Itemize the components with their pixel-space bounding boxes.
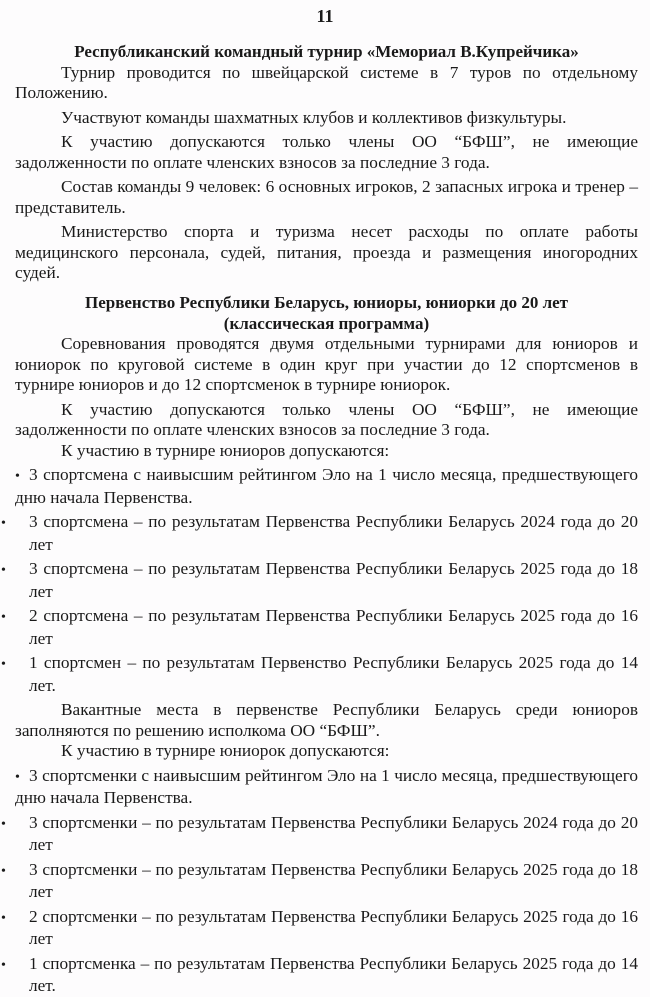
paragraph: Состав команды 9 человек: 6 основных игроков, 2 запасных игрока и тренер – представитель.: [15, 177, 638, 217]
bullet-icon: •: [1, 563, 6, 578]
juniors-list: [1, 465, 638, 696]
bullet-icon: •: [1, 657, 6, 672]
girls-list: [1, 765, 638, 997]
paragraph: Вакантные места в первенстве Республики Беларусь среди юниоров заполняются по решению исполкома ОО “БФШ”.: [15, 700, 638, 740]
page-number: 11: [316, 6, 334, 26]
list-item: • 2 спортсменки – по результатам Первенства Республики Беларусь 2025 года до 16 лет: [1, 906, 638, 948]
bullet-icon: •: [1, 910, 6, 926]
paragraph: К участию в турнире юниоров допускаются:: [61, 440, 390, 460]
section-memorial: [15, 42, 638, 284]
paragraph: Министерство спорта и туризма несет расходы по оплате работы медицинского персонала, судей, питания, проезда и размещения иногородних судей.: [15, 222, 638, 282]
bullet-icon: •: [15, 769, 20, 785]
paragraph: К участию допускаются только члены ОО “БФШ”, не имеющие задолженности по оплате членских взносов за последние 3 года.: [15, 132, 638, 172]
list-item: • 1 спортсменка – по результатам Первенства Республики Беларусь 2025 года до 14 лет.: [1, 953, 638, 995]
bullet-icon: •: [1, 863, 6, 879]
bullet-icon: •: [1, 516, 6, 531]
paragraph: Участвуют команды шахматных клубов и коллективов физкультуры.: [61, 107, 567, 127]
list-item: • 1 спортсмен – по результатам Первенство Республики Беларусь 2025 года до 14 лет.: [1, 653, 638, 695]
list-item: • 3 спортсмена – по результатам Первенства Республики Беларусь 2024 года до 20 лет: [1, 512, 638, 554]
bullet-icon: •: [1, 816, 6, 832]
section-title: Республиканский командный турнир «Мемориал В.Купрейчика»: [74, 42, 579, 61]
section-junior-championship: [1, 293, 638, 997]
list-item: • 2 спортсмена – по результатам Первенства Республики Беларусь 2025 года до 16 лет: [1, 606, 638, 648]
paragraph: К участию допускаются только члены ОО “БФШ”, не имеющие задолженности по оплате членских взносов за последние 3 года.: [15, 399, 638, 439]
paragraph: Соревнования проводятся двумя отдельными турнирами для юниоров и юниорок по круговой системе в один круг при участии до 12 спортсменов в турнире юниоров и до 12 спортсменок в турнире юниорок.: [15, 334, 638, 394]
list-item: • 3 спортсмена с наивысшим рейтингом Эло на 1 число месяца, предшествующего дню начала Первенства.: [15, 465, 638, 507]
list-item: • 3 спортсменки с наивысшим рейтингом Эло на 1 число месяца, предшествующего дню начала Первенства.: [15, 765, 638, 807]
section-subtitle: (классическая программа): [223, 313, 430, 333]
list-item: • 3 спортсменки – по результатам Первенства Республики Беларусь 2025 года до 18 лет: [1, 859, 638, 901]
section-title: Первенство Республики Беларусь, юниоры, юниорки до 20 лет: [84, 293, 568, 312]
list-item: • 3 спортсменки – по результатам Первенства Республики Беларусь 2024 года до 20 лет: [1, 812, 638, 854]
bullet-icon: •: [1, 610, 6, 625]
bullet-icon: •: [15, 469, 20, 484]
list-item: • 3 спортсмена – по результатам Первенства Республики Беларусь 2025 года до 18 лет: [1, 559, 638, 601]
paragraph: К участию в турнире юниорок допускаются:: [61, 741, 390, 760]
bullet-icon: •: [1, 957, 6, 973]
paragraph: Турнир проводится по швейцарской системе в 7 туров по отдельному Положению.: [15, 62, 638, 102]
